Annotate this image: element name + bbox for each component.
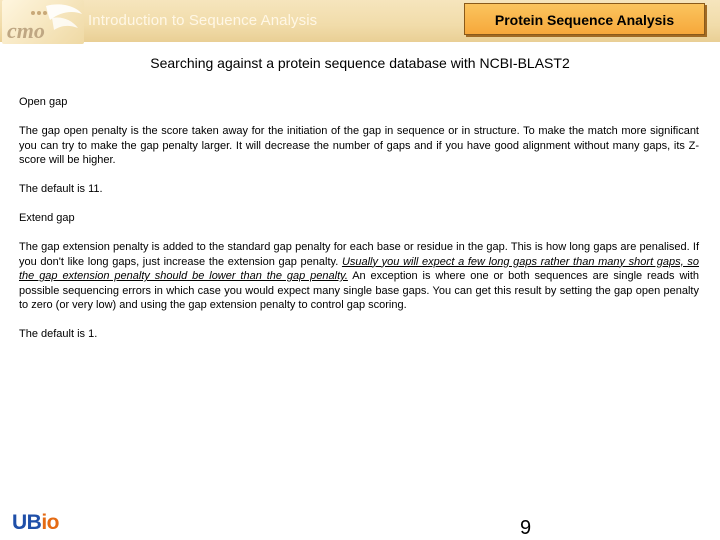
slide-content (19, 95, 699, 342)
ubio-logo (12, 511, 59, 535)
slide-subtitle: Searching against a protein sequence database with NCBI-BLAST2 (150, 55, 570, 71)
open-gap-default: The default is 11. (19, 183, 103, 195)
extend-gap-text-part-2: An exception is where one or both sequences are single reads with possible sequencing errors in which case you would expect many single base gaps. You can get this result by setting the gap open penalty to zero (or very low) and using the gap extension penalty to control gap scoring. (19, 270, 700, 311)
ubio-logo-io: io (41, 511, 60, 534)
presentation-title: Introduction to Sequence Analysis (88, 12, 318, 29)
section-title-box (464, 3, 705, 35)
ubio-logo-ub: UB (12, 511, 42, 534)
open-gap-paragraph: The gap open penalty is the score taken away for the initiation of the gap in sequence or in structure. To make the match more significant you can try to make the gap penalty larger. It will decrease the number of gaps and if you have good alignment without many gaps, its Z-score will be higher. (19, 125, 699, 166)
extend-gap-text-part-1: The gap extension penalty is added to the standard gap penalty for each base or residue in the gap. This is how long gaps are penalised. If you don't like long gaps, just increase the extension gap penalty. (19, 241, 699, 268)
open-gap-heading: Open gap (19, 96, 68, 108)
page-number: 9 (520, 517, 532, 539)
logo-text: cmo (7, 18, 45, 43)
extend-gap-paragraph (19, 240, 699, 313)
extend-gap-heading: Extend gap (19, 212, 75, 224)
cmo-logo (2, 0, 84, 44)
section-title: Protein Sequence Analysis (494, 12, 675, 28)
extend-gap-default: The default is 1. (19, 328, 98, 340)
extend-gap-underlined-text: Usually you will expect a few long gaps rather than many short gaps, so the gap extension penalty should be lower than the gap penalty. (19, 255, 699, 282)
cmo-logo-icon (2, 0, 84, 44)
